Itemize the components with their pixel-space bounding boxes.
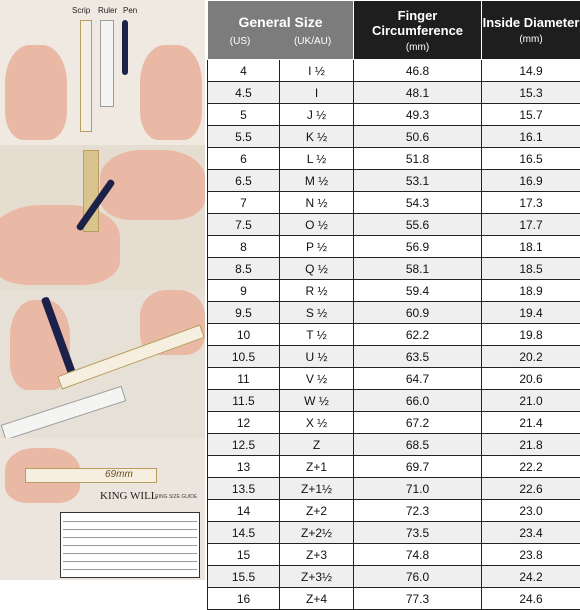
table-row xyxy=(208,236,580,258)
uk-size-cell: Z+3 xyxy=(280,544,354,566)
us-size-cell: 8 xyxy=(208,236,280,258)
step-3-measure-image xyxy=(0,290,205,438)
table-row xyxy=(208,214,580,236)
ring-size-table-container xyxy=(207,0,580,580)
brand-subtitle: RING SIZE GUIDE xyxy=(155,494,197,500)
uk-size-cell: V ½ xyxy=(280,368,354,390)
us-size-cell: 13.5 xyxy=(208,478,280,500)
tool-label-scrip: Scrip xyxy=(72,6,90,15)
circumference-header xyxy=(354,1,482,60)
table-row xyxy=(208,170,580,192)
diameter-cell: 19.8 xyxy=(482,324,580,346)
us-size-cell: 12 xyxy=(208,412,280,434)
circumference-cell: 69.7 xyxy=(354,456,482,478)
mini-size-chart-thumbnail xyxy=(60,512,200,578)
diameter-unit: (mm) xyxy=(482,34,580,45)
table-row xyxy=(208,104,580,126)
us-size-cell: 9.5 xyxy=(208,302,280,324)
circumference-cell: 58.1 xyxy=(354,258,482,280)
diameter-cell: 24.2 xyxy=(482,566,580,588)
diameter-cell: 23.0 xyxy=(482,500,580,522)
uk-size-cell: Z+3½ xyxy=(280,566,354,588)
marked-strip xyxy=(57,324,205,389)
us-size-cell: 12.5 xyxy=(208,434,280,456)
circumference-cell: 54.3 xyxy=(354,192,482,214)
circumference-cell: 49.3 xyxy=(354,104,482,126)
us-size-cell: 6 xyxy=(208,148,280,170)
us-size-cell: 10 xyxy=(208,324,280,346)
us-size-cell: 8.5 xyxy=(208,258,280,280)
us-size-cell: 7 xyxy=(208,192,280,214)
circumference-cell: 72.3 xyxy=(354,500,482,522)
circumference-cell: 73.5 xyxy=(354,522,482,544)
us-size-cell: 7.5 xyxy=(208,214,280,236)
us-size-cell: 15 xyxy=(208,544,280,566)
left-hand xyxy=(5,45,67,140)
tool-label-ruler: Ruler xyxy=(98,6,117,15)
uk-size-cell: K ½ xyxy=(280,126,354,148)
table-row xyxy=(208,258,580,280)
diameter-cell: 16.1 xyxy=(482,126,580,148)
diameter-cell: 21.8 xyxy=(482,434,580,456)
us-size-cell: 4.5 xyxy=(208,82,280,104)
uk-size-cell: Z+1 xyxy=(280,456,354,478)
uk-size-cell: Z+1½ xyxy=(280,478,354,500)
uk-size-cell: S ½ xyxy=(280,302,354,324)
us-subheader: (US) xyxy=(230,36,251,47)
table-row xyxy=(208,82,580,104)
us-size-cell: 6.5 xyxy=(208,170,280,192)
general-size-subheaders xyxy=(208,36,353,47)
uk-size-cell: W ½ xyxy=(280,390,354,412)
table-row xyxy=(208,434,580,456)
tool-label-pen: Pen xyxy=(123,6,137,15)
diameter-cell: 18.9 xyxy=(482,280,580,302)
us-size-cell: 13 xyxy=(208,456,280,478)
paper-strip xyxy=(80,20,92,132)
diameter-title: Inside Diameter xyxy=(483,15,580,30)
circumference-cell: 60.9 xyxy=(354,302,482,324)
diameter-cell: 22.6 xyxy=(482,478,580,500)
diameter-cell: 21.4 xyxy=(482,412,580,434)
circumference-cell: 50.6 xyxy=(354,126,482,148)
diameter-cell: 23.8 xyxy=(482,544,580,566)
ring-size-table xyxy=(207,0,580,610)
circumference-cell: 71.0 xyxy=(354,478,482,500)
size-rows xyxy=(208,60,580,610)
ruler xyxy=(100,20,114,107)
table-row xyxy=(208,588,580,610)
uk-au-subheader: (UK/AU) xyxy=(294,36,331,47)
us-size-cell: 11 xyxy=(208,368,280,390)
circumference-cell: 46.8 xyxy=(354,60,482,82)
circumference-cell: 76.0 xyxy=(354,566,482,588)
diameter-cell: 15.7 xyxy=(482,104,580,126)
table-row xyxy=(208,500,580,522)
uk-size-cell: N ½ xyxy=(280,192,354,214)
measurement-readout: 69mm xyxy=(105,469,133,480)
uk-size-cell: U ½ xyxy=(280,346,354,368)
uk-size-cell: J ½ xyxy=(280,104,354,126)
table-row xyxy=(208,478,580,500)
diameter-cell: 22.2 xyxy=(482,456,580,478)
uk-size-cell: Z xyxy=(280,434,354,456)
hand-wrapping-finger xyxy=(0,205,120,285)
step-2-wrap-image xyxy=(0,145,205,290)
circumference-cell: 48.1 xyxy=(354,82,482,104)
table-row xyxy=(208,280,580,302)
diameter-cell: 21.0 xyxy=(482,390,580,412)
circumference-cell: 77.3 xyxy=(354,588,482,610)
hand-holding-pen xyxy=(100,150,205,220)
uk-size-cell: R ½ xyxy=(280,280,354,302)
circumference-cell: 74.8 xyxy=(354,544,482,566)
uk-size-cell: I ½ xyxy=(280,60,354,82)
us-size-cell: 11.5 xyxy=(208,390,280,412)
diameter-cell: 16.5 xyxy=(482,148,580,170)
circumference-cell: 63.5 xyxy=(354,346,482,368)
table-row xyxy=(208,60,580,82)
circumference-cell: 64.7 xyxy=(354,368,482,390)
uk-size-cell: I xyxy=(280,82,354,104)
us-size-cell: 5 xyxy=(208,104,280,126)
circumference-cell: 55.6 xyxy=(354,214,482,236)
circumference-title: Finger Circumference xyxy=(372,8,463,38)
circumference-cell: 53.1 xyxy=(354,170,482,192)
uk-size-cell: T ½ xyxy=(280,324,354,346)
uk-size-cell: X ½ xyxy=(280,412,354,434)
diameter-cell: 24.6 xyxy=(482,588,580,610)
circumference-unit: (mm) xyxy=(354,42,481,53)
diameter-cell: 14.9 xyxy=(482,60,580,82)
table-row xyxy=(208,148,580,170)
table-row xyxy=(208,302,580,324)
us-size-cell: 16 xyxy=(208,588,280,610)
circumference-cell: 51.8 xyxy=(354,148,482,170)
table-row xyxy=(208,126,580,148)
uk-size-cell: Z+4 xyxy=(280,588,354,610)
circumference-cell: 62.2 xyxy=(354,324,482,346)
table-row xyxy=(208,566,580,588)
diameter-cell: 15.3 xyxy=(482,82,580,104)
circumference-cell: 68.5 xyxy=(354,434,482,456)
table-row xyxy=(208,390,580,412)
us-size-cell: 14 xyxy=(208,500,280,522)
uk-size-cell: M ½ xyxy=(280,170,354,192)
diameter-cell: 23.4 xyxy=(482,522,580,544)
us-size-cell: 5.5 xyxy=(208,126,280,148)
circumference-cell: 56.9 xyxy=(354,236,482,258)
table-row xyxy=(208,368,580,390)
uk-size-cell: L ½ xyxy=(280,148,354,170)
circumference-cell: 67.2 xyxy=(354,412,482,434)
pen xyxy=(122,20,128,75)
general-size-title: General Size xyxy=(208,14,353,30)
us-size-cell: 14.5 xyxy=(208,522,280,544)
step-1-tools-image xyxy=(0,0,205,145)
circumference-cell: 66.0 xyxy=(354,390,482,412)
diameter-cell: 20.6 xyxy=(482,368,580,390)
diameter-cell: 17.3 xyxy=(482,192,580,214)
diameter-cell: 18.5 xyxy=(482,258,580,280)
diameter-cell: 20.2 xyxy=(482,346,580,368)
diameter-cell: 16.9 xyxy=(482,170,580,192)
us-size-cell: 4 xyxy=(208,60,280,82)
measuring-instructions-panel xyxy=(0,0,205,580)
uk-size-cell: Q ½ xyxy=(280,258,354,280)
table-row xyxy=(208,346,580,368)
us-size-cell: 9 xyxy=(208,280,280,302)
uk-size-cell: O ½ xyxy=(280,214,354,236)
uk-size-cell: Z+2½ xyxy=(280,522,354,544)
general-size-header xyxy=(208,1,354,60)
uk-size-cell: P ½ xyxy=(280,236,354,258)
diameter-cell: 19.4 xyxy=(482,302,580,324)
table-row xyxy=(208,412,580,434)
diameter-cell: 17.7 xyxy=(482,214,580,236)
uk-size-cell: Z+2 xyxy=(280,500,354,522)
table-row xyxy=(208,544,580,566)
table-header-row xyxy=(208,1,580,60)
ruler-measuring xyxy=(1,386,127,438)
table-row xyxy=(208,324,580,346)
measured-strip xyxy=(25,468,157,483)
brand-logo: KING WILL xyxy=(100,490,158,502)
diameter-cell: 18.1 xyxy=(482,236,580,258)
table-row xyxy=(208,522,580,544)
right-hand xyxy=(140,45,202,140)
diameter-header xyxy=(482,1,580,60)
circumference-cell: 59.4 xyxy=(354,280,482,302)
us-size-cell: 15.5 xyxy=(208,566,280,588)
table-row xyxy=(208,456,580,478)
table-row xyxy=(208,192,580,214)
us-size-cell: 10.5 xyxy=(208,346,280,368)
